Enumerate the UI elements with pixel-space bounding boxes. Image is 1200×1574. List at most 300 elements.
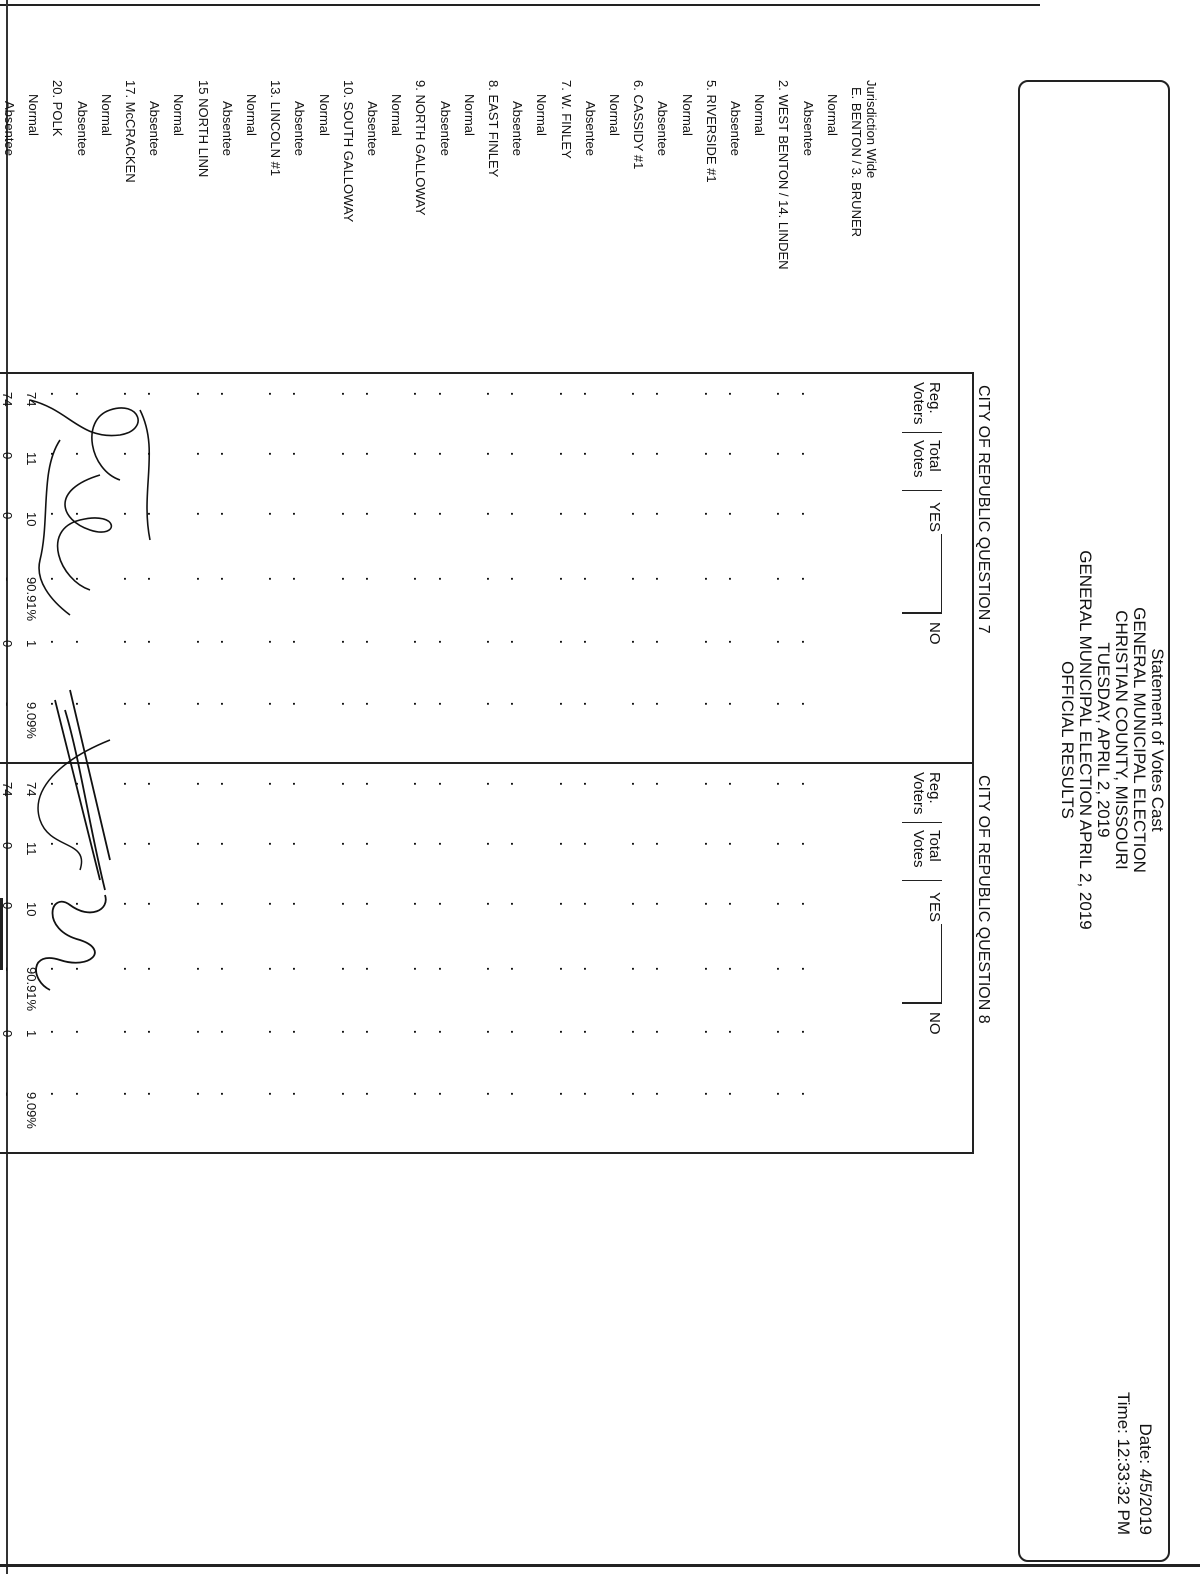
question-8-header-rule [972,762,974,1154]
q8-no-cell: . [72,1030,88,1034]
q7-reg-voters-cell: . [217,392,233,396]
q7-reg-voters-cell: . [121,392,136,396]
q7-total-votes-cell: . [580,452,596,456]
q7-no-cell: . [217,640,233,644]
q7-yes-cell: . [774,512,790,516]
jurisdiction-row: Normal [98,94,114,136]
jurisdiction-row: Normal [171,94,187,136]
q8-reg-voters-cell: . [435,782,451,786]
q7-no-cell: . [363,640,378,644]
q7-yes-cell: . [435,512,451,516]
q8-total-votes-cell: . [556,842,572,846]
q7-total-votes-cell: . [48,452,64,456]
q8-no-cell: . [145,1030,161,1034]
jurisdiction-row: Normal [679,94,695,136]
q7-yes-pct-cell: . [774,577,790,581]
jurisdiction-row: Absentee [800,101,816,156]
q7-reg-voters-cell: . [653,392,669,396]
q8-reg-voters-cell: . [193,782,209,786]
q8-no-pct-cell: . [193,1092,209,1096]
jurisdiction-row: 20. POLK [50,80,66,137]
q8-total-votes-cell: . [266,842,282,846]
q8-col-reg-line1: Reg. [926,772,943,804]
jurisdiction-row: 8. EAST FINLEY [486,80,501,178]
q7-no-cell: . [798,640,814,644]
q8-no-cell: . [508,1030,524,1034]
q8-yes-cell: . [798,902,814,906]
q7-col-total-line2: Votes [910,440,927,478]
q7-reg-voters-cell: . [145,392,161,396]
q8-total-votes-cell: . [48,842,64,846]
jurisdiction-row: Normal [389,94,405,136]
q7-total-votes-cell: . [629,452,645,456]
q8-yes-cell: 10 [24,902,40,917]
q8-no-pct-cell: . [580,1092,596,1096]
q7-no-cell: . [556,640,572,644]
q7-reg-voters-cell: 74 [0,392,15,407]
q8-no-pct-cell: 9.09% [24,1092,40,1129]
q7-no-cell: . [726,640,741,644]
q7-no-cell: . [435,640,451,644]
q8-yes-pct-cell: . [653,967,669,971]
q7-no-pct-cell: . [484,702,499,706]
q7-no-pct-cell: . [701,702,717,706]
q8-no-cell: 1 [24,1030,40,1038]
q7-col-sep-3 [902,612,942,614]
q8-yes-pct-cell: . [363,967,378,971]
q7-reg-voters-cell: . [726,392,741,396]
q7-reg-voters-cell: . [484,392,499,396]
q7-no-pct-cell: . [193,702,209,706]
q8-reg-voters-cell: . [121,782,136,786]
header-line-1: Statement of Votes Cast [1148,648,1167,832]
q8-total-votes-cell: . [798,842,814,846]
header-line-2: GENERAL MUNICIPAL ELECTION [1130,607,1149,873]
q7-total-votes-cell: . [338,452,354,456]
q7-total-votes-cell: . [363,452,378,456]
q7-reg-voters-cell: . [798,392,814,396]
q8-yes-pct-cell: . [508,967,524,971]
q8-no-cell: . [217,1030,233,1034]
q8-reg-voters-cell: . [338,782,354,786]
q8-yes-cell: . [72,902,88,906]
jurisdiction-row: Normal [316,94,332,136]
q7-no-pct-cell: . [629,702,645,706]
q8-no-pct-cell: . [72,1092,88,1096]
q7-total-votes-cell: . [435,452,451,456]
jurisdiction-row: 2. WEST BENTON / 14. LINDEN [776,80,792,270]
q8-total-votes-cell: . [629,842,645,846]
q8-yes-cell: . [774,902,790,906]
q8-total-votes-cell: 0 [0,842,15,850]
q8-yes-cell: . [484,902,499,906]
question-7-header-rule [972,372,974,764]
q7-no-pct-cell: . [145,702,161,706]
q7-yes-cell: 10 [24,512,40,527]
q8-total-votes-cell: . [217,842,233,846]
header-line-3: CHRISTIAN COUNTY, MISSOURI [1112,610,1131,870]
q7-no-cell: 1 [24,640,40,648]
q8-reg-voters-cell: . [484,782,499,786]
signature-1-image [10,380,180,640]
q7-yes-cell: . [653,512,669,516]
q8-reg-voters-cell: . [145,782,161,786]
q8-yes-pct-cell: . [121,967,136,971]
q7-no-pct-cell: . [290,702,306,706]
q8-total-votes-cell: 11 [24,842,40,856]
header-line-4: TUESDAY, APRIL 2, 2019 [1094,642,1113,838]
jurisdiction-row: Normal [824,94,840,136]
jurisdiction-row: Normal [244,94,259,136]
q7-yes-cell: . [556,512,572,516]
q7-yes-cell: . [217,512,233,516]
q7-yes-cell: . [338,512,354,516]
q7-no-cell: . [774,640,790,644]
q7-no-pct-cell: - [0,702,15,707]
q7-no-pct-cell: . [556,702,572,706]
q8-reg-voters-cell: 74 [24,782,40,797]
q8-yes-cell: . [363,902,378,906]
q7-reg-voters-cell: . [435,392,451,396]
q7-no-pct-cell: . [48,702,64,706]
jurisdiction-row: Absentee [655,101,671,156]
q8-col-yes: YES [926,892,943,923]
q8-yes-cell: . [726,902,741,906]
report-date: Date: 4/5/2019 [1136,1423,1155,1535]
q8-reg-voters-cell: 74 [0,782,15,797]
q8-yes-pct-cell: . [145,967,161,971]
report-header [1058,380,1166,1100]
jurisdiction-row: Absentee [74,101,90,156]
q7-total-votes-cell: . [266,452,282,456]
q7-yes-pct-cell: . [72,577,88,581]
q8-total-votes-cell: . [508,842,524,846]
jurisdiction-row: 6. CASSIDY #1 [631,80,647,170]
q7-col-sep-1 [902,432,942,433]
q7-reg-voters-cell: . [72,392,88,396]
q8-no-cell: . [266,1030,282,1034]
q7-no-cell: . [338,640,354,644]
q7-reg-voters-cell: . [266,392,282,396]
q8-no-pct-cell: . [798,1092,814,1096]
q8-yes-pct-cell: . [556,967,572,971]
q7-no-cell: . [411,640,427,644]
q7-yes-cell: . [411,512,427,516]
report-datetime [1112,1325,1156,1535]
q7-no-pct-cell: . [774,702,790,706]
q8-no-pct-cell: . [484,1092,499,1096]
q8-col-total-line2: Votes [910,830,927,868]
jurisdiction-row: Normal [534,94,550,136]
q8-reg-voters-cell: . [508,782,524,786]
q7-col-yes: YES [926,502,943,533]
q8-no-pct-cell: . [435,1092,451,1096]
q8-reg-voters-cell: . [580,782,596,786]
q7-reg-voters-cell: . [556,392,572,396]
q8-no-pct-cell: . [653,1092,669,1096]
q7-yes-cell: . [121,512,136,516]
q8-yes-pct-cell: . [193,967,209,971]
q7-yes-pct-cell: . [556,577,572,581]
q8-total-votes-cell: . [145,842,161,846]
q8-yes-pct-cell: . [484,967,499,971]
q7-no-cell: . [290,640,306,644]
q7-reg-voters-cell: . [701,392,717,396]
q7-yes-cell: . [48,512,64,516]
q7-reg-voters-cell: . [363,392,378,396]
q8-yes-cell: . [266,902,282,906]
q8-yes-pct-cell: . [726,967,741,971]
q7-no-cell: . [48,640,64,644]
q7-no-pct-cell: . [580,702,596,706]
q7-yes-pct-cell: . [508,577,524,581]
q7-no-pct-cell: . [217,702,233,706]
q8-yes-cell: . [48,902,64,906]
q7-total-votes-cell: . [72,452,88,456]
jurisdiction-row: 15 NORTH LINN [195,80,211,178]
jurisdiction-row: Absentee [365,101,380,156]
q7-reg-voters-cell: . [338,392,354,396]
q8-no-cell: . [338,1030,354,1034]
q7-yes-pct-cell: . [290,577,306,581]
q8-total-votes-cell: . [580,842,596,846]
q8-no-cell: 0 [0,1030,15,1038]
q7-total-votes-cell: . [701,452,717,456]
q8-no-cell: . [484,1030,499,1034]
q8-total-votes-cell: . [338,842,354,846]
q7-total-votes-cell: 11 [24,452,40,466]
q8-col-sep-2 [902,880,942,881]
q7-yes-cell: . [72,512,88,516]
q8-total-votes-cell: . [653,842,669,846]
q8-no-pct-cell: . [629,1092,645,1096]
q7-yes-pct-cell: . [798,577,814,581]
q7-yes-cell: . [580,512,596,516]
q7-total-votes-cell: . [798,452,814,456]
q7-yes-cell: . [629,512,645,516]
q8-yes-pct-cell: . [580,967,596,971]
q8-no-pct-cell: - [0,1092,15,1097]
q8-yes-pct-cell: - [0,967,15,972]
q8-no-pct-cell: . [290,1092,306,1096]
q8-yes-pct-cell: . [72,967,88,971]
q7-yes-pct-cell: . [580,577,596,581]
header-line-5: GENERAL MUNICIPAL ELECTION APRIL 2, 2019 [1076,550,1095,930]
q7-yes-pct-cell: . [338,577,354,581]
q8-no-cell: . [363,1030,378,1034]
report-time: Time: 12:33:32 PM [1114,1392,1133,1535]
q7-yes-pct-cell: . [411,577,427,581]
q7-reg-voters-cell: . [580,392,596,396]
q8-no-pct-cell: . [121,1092,136,1096]
q8-no-pct-cell: . [217,1092,233,1096]
q7-reg-voters-cell: . [508,392,524,396]
q8-reg-voters-cell: . [411,782,427,786]
q8-reg-voters-cell: . [72,782,88,786]
q8-yes-cell: . [653,902,669,906]
q7-total-votes-cell: . [653,452,669,456]
q7-yes-pct-cell: . [217,577,233,581]
q7-no-cell: . [701,640,717,644]
q7-no-cell: . [266,640,282,644]
q7-col-reg-line2: Voters [910,382,927,425]
q8-reg-voters-cell: . [701,782,717,786]
q8-no-pct-cell: . [338,1092,354,1096]
jurisdiction-row: Absentee [582,101,598,156]
q7-yes-cell: . [701,512,717,516]
q7-yes-pct-cell: . [145,577,161,581]
q8-no-pct-cell: . [363,1092,378,1096]
q8-reg-voters-cell: . [726,782,741,786]
q7-total-votes-cell: . [217,452,233,456]
q7-yes-pct-cell: 90.91% [24,577,40,622]
q8-total-votes-cell: . [121,842,136,846]
q8-total-votes-cell: . [193,842,209,846]
q8-yes-pct-cell: . [701,967,717,971]
q8-yes-rule [941,924,942,1004]
q8-reg-voters-cell: . [653,782,669,786]
q8-yes-cell: . [508,902,524,906]
q7-col-total-line1: Total [926,440,943,472]
q7-total-votes-cell: . [508,452,524,456]
q7-no-pct-cell: . [363,702,378,706]
q7-yes-cell: . [484,512,499,516]
signature-2-image [0,680,150,1000]
q7-no-pct-cell: . [726,702,741,706]
q8-col-total-line1: Total [926,830,943,862]
q7-no-cell: . [653,640,669,644]
q8-no-pct-cell: . [774,1092,790,1096]
q8-no-pct-cell: . [48,1092,64,1096]
q8-yes-cell: . [435,902,451,906]
q8-yes-cell: . [217,902,233,906]
q8-col-reg-line2: Voters [910,772,927,815]
q8-total-votes-cell: . [363,842,378,846]
q8-total-votes-cell: . [72,842,88,846]
q8-yes-cell: . [580,902,596,906]
q8-yes-pct-cell: . [774,967,790,971]
q7-yes-pct-cell: . [266,577,282,581]
q7-col-sep-2 [902,490,942,491]
q8-col-reg-voters [910,772,942,815]
jurisdiction-row: Normal [26,94,42,136]
q8-no-cell: . [798,1030,814,1034]
q7-reg-voters-cell: . [290,392,306,396]
jurisdiction-row: 7. W. FINLEY [558,80,574,159]
q8-yes-pct-cell: . [798,967,814,971]
q8-yes-pct-cell: . [338,967,354,971]
q7-total-votes-cell: . [556,452,572,456]
q8-yes-pct-cell: . [266,967,282,971]
q7-yes-pct-cell: . [48,577,64,581]
q7-no-pct-cell: . [798,702,814,706]
q8-no-pct-cell: . [556,1092,572,1096]
q8-reg-voters-cell: . [556,782,572,786]
q7-col-reg-line1: Reg. [926,382,943,414]
q8-yes-pct-cell: . [435,967,451,971]
q7-total-votes-cell: . [774,452,790,456]
q7-no-pct-cell: . [435,702,451,706]
q8-yes-cell: . [121,902,136,906]
q7-reg-voters-cell: . [48,392,64,396]
q7-reg-voters-cell: . [193,392,209,396]
q7-no-pct-cell: . [411,702,427,706]
jurisdiction-row: 17. McCRACKEN [123,80,138,183]
q8-reg-voters-cell: . [48,782,64,786]
q8-no-cell: . [726,1030,741,1034]
q7-total-votes-cell: . [726,452,741,456]
q8-no-pct-cell: . [508,1092,524,1096]
jurisdiction-header: Jurisdiction Wide [864,80,879,179]
q7-col-total-votes [910,440,942,478]
q7-yes-pct-cell: . [435,577,451,581]
question-7-left-rule [0,372,974,374]
q7-total-votes-cell: 0 [0,452,15,460]
q8-col-no: NO [926,1012,943,1035]
q7-total-votes-cell: . [411,452,427,456]
q7-no-cell: 0 [0,640,15,648]
q7-col-reg-voters [910,382,942,425]
q7-yes-cell: . [266,512,282,516]
q7-yes-cell: . [363,512,378,516]
q7-no-cell: . [193,640,209,644]
question-8-title: CITY OF REPUBLIC QUESTION 8 [975,775,992,1024]
q7-no-cell: . [580,640,596,644]
q7-total-votes-cell: . [121,452,136,456]
q8-yes-pct-cell: 90.91% [24,967,40,1012]
q8-no-pct-cell: . [266,1092,282,1096]
q7-reg-voters-cell: 74 [24,392,40,407]
q7-yes-pct-cell: . [484,577,499,581]
q7-no-cell: . [484,640,499,644]
jurisdiction-row: 9. NORTH GALLOWAY [413,80,429,216]
q8-yes-pct-cell: . [217,967,233,971]
q8-no-cell: . [48,1030,64,1034]
jurisdiction-row: 13. LINCOLN #1 [268,80,284,177]
q8-yes-pct-cell: . [48,967,64,971]
q8-no-cell: . [629,1030,645,1034]
q7-yes-pct-cell: . [653,577,669,581]
q7-no-pct-cell: . [508,702,524,706]
q7-reg-voters-cell: . [629,392,645,396]
q8-yes-cell: . [629,902,645,906]
question-7-title: CITY OF REPUBLIC QUESTION 7 [975,385,992,634]
q7-yes-pct-cell: - [0,577,15,582]
q8-no-pct-cell: . [701,1092,717,1096]
q7-reg-voters-cell: . [774,392,790,396]
q7-yes-pct-cell: . [193,577,209,581]
jurisdiction-row: Absentee [219,101,235,156]
q7-yes-cell: . [290,512,306,516]
q8-no-cell: . [290,1030,306,1034]
q8-no-cell: . [435,1030,451,1034]
q7-no-cell: . [508,640,524,644]
q8-total-votes-cell: . [484,842,499,846]
jurisdiction-row: 5. RIVERSIDE #1 [703,80,719,183]
q7-no-pct-cell: . [121,702,136,706]
jurisdiction-row: Absentee [2,101,17,156]
jurisdiction-row: E. BENTON / 3. BRUNER [849,87,864,238]
q7-yes-rule [941,534,942,614]
header-line-6: OFFICIAL RESULTS [1058,661,1077,819]
q7-yes-cell: . [726,512,741,516]
q8-no-cell: . [774,1030,790,1034]
q8-col-sep-3 [902,1002,942,1004]
q8-no-cell: . [193,1030,209,1034]
q8-yes-pct-cell: . [290,967,306,971]
q7-reg-voters-cell: . [411,392,427,396]
q7-no-pct-cell: 9.09% [24,702,40,739]
